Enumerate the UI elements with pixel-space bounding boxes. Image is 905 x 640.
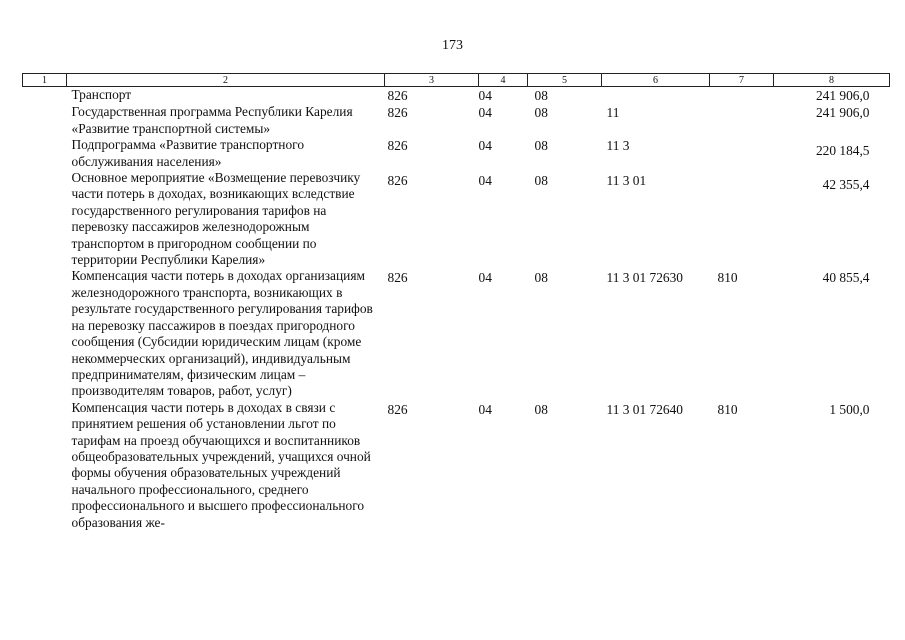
table-row bbox=[23, 137, 890, 170]
row-name: Основное мероприятие «Возмещение перевозчику части потерь в доходах, возникающих вследствие государственного регулирования тарифов на перевозку пассажиров железнодорожным транспортом в пригородном сообщении по территории Республики Карелия» bbox=[71, 170, 361, 268]
table-header bbox=[23, 74, 890, 87]
row-subsection: 08 bbox=[534, 88, 548, 103]
row-expense-type bbox=[710, 87, 774, 105]
row-amount: 220 184,5 bbox=[815, 143, 870, 159]
table-body bbox=[23, 87, 890, 531]
row-target-code bbox=[602, 87, 710, 105]
row-name: Государственная программа Республики Карелия «Развитие транспортной системы» bbox=[71, 104, 353, 136]
row-admin-code: 826 bbox=[387, 138, 408, 154]
column-header-2: 2 bbox=[67, 74, 385, 87]
table-row bbox=[23, 170, 890, 268]
row-amount: 42 355,4 bbox=[822, 177, 870, 193]
row-expense-type: 810 bbox=[717, 401, 738, 417]
row-target-code: 11 3 01 72630 bbox=[606, 270, 683, 286]
row-subsection: 08 bbox=[534, 401, 548, 417]
table-row bbox=[23, 87, 890, 105]
row-name: Транспорт bbox=[71, 87, 132, 102]
column-header-7: 7 bbox=[710, 74, 774, 87]
row-target-code: 11 bbox=[606, 105, 620, 121]
row-subsection: 08 bbox=[534, 105, 548, 121]
table-row bbox=[23, 104, 890, 137]
row-target-code: 11 3 01 72640 bbox=[606, 401, 683, 417]
row-name: Подпрограмма «Развитие транспортного обслуживания населения» bbox=[71, 137, 305, 169]
table-row bbox=[23, 268, 890, 399]
row-expense-type: 810 bbox=[717, 270, 738, 286]
row-subsection: 08 bbox=[534, 270, 548, 286]
row-target-code: 11 3 01 bbox=[606, 173, 647, 189]
column-header-1: 1 bbox=[23, 74, 67, 87]
page-number: 173 bbox=[442, 38, 463, 53]
row-amount: 1 500,0 bbox=[829, 401, 870, 417]
row-section: 04 bbox=[478, 138, 492, 154]
row-admin-code: 826 bbox=[387, 105, 408, 121]
column-header-8: 8 bbox=[774, 74, 890, 87]
row-target-code: 11 3 bbox=[606, 138, 630, 154]
column-header-3: 3 bbox=[385, 74, 479, 87]
row-section: 04 bbox=[478, 88, 492, 103]
row-name: Компенсация части потерь в доходах в связи с принятием решения об установлении льгот по тарифам на проезд обучающихся и воспитанников общеобразовательных учреждений, учащихся очной формы обучения образовательных учреждений начального профессионального, среднего профессионального и высшего профессионального образования же- bbox=[71, 399, 371, 530]
row-section: 04 bbox=[478, 173, 492, 189]
row-section: 04 bbox=[478, 401, 492, 417]
row-admin-code: 826 bbox=[387, 88, 408, 103]
row-expense-type bbox=[710, 104, 774, 137]
row-section: 04 bbox=[478, 270, 492, 286]
table-row bbox=[23, 400, 890, 531]
row-amount: 241 906,0 bbox=[815, 105, 870, 121]
column-header-4: 4 bbox=[479, 74, 528, 87]
row-section: 04 bbox=[478, 105, 492, 121]
row-admin-code: 826 bbox=[387, 270, 408, 286]
row-amount: 241 906,0 bbox=[815, 88, 870, 103]
column-header-6: 6 bbox=[602, 74, 710, 87]
row-admin-code: 826 bbox=[387, 173, 408, 189]
row-expense-type bbox=[710, 137, 774, 170]
row-amount: 40 855,4 bbox=[822, 270, 870, 286]
row-subsection: 08 bbox=[534, 173, 548, 189]
row-admin-code: 826 bbox=[387, 401, 408, 417]
row-expense-type bbox=[710, 170, 774, 268]
row-subsection: 08 bbox=[534, 138, 548, 154]
budget-table bbox=[22, 73, 890, 531]
column-header-5: 5 bbox=[528, 74, 602, 87]
row-name: Компенсация части потерь в доходах организациям железнодорожного транспорта, возникающих в результате государственного регулирования тарифов на перевозку пассажиров в поездах пригородного сообщения (Субсидии юридическим лицам (кроме некоммерческих организаций), индивидуальным предпринимателям, физическим лицам – производителям товаров, работ, услуг) bbox=[71, 268, 373, 399]
